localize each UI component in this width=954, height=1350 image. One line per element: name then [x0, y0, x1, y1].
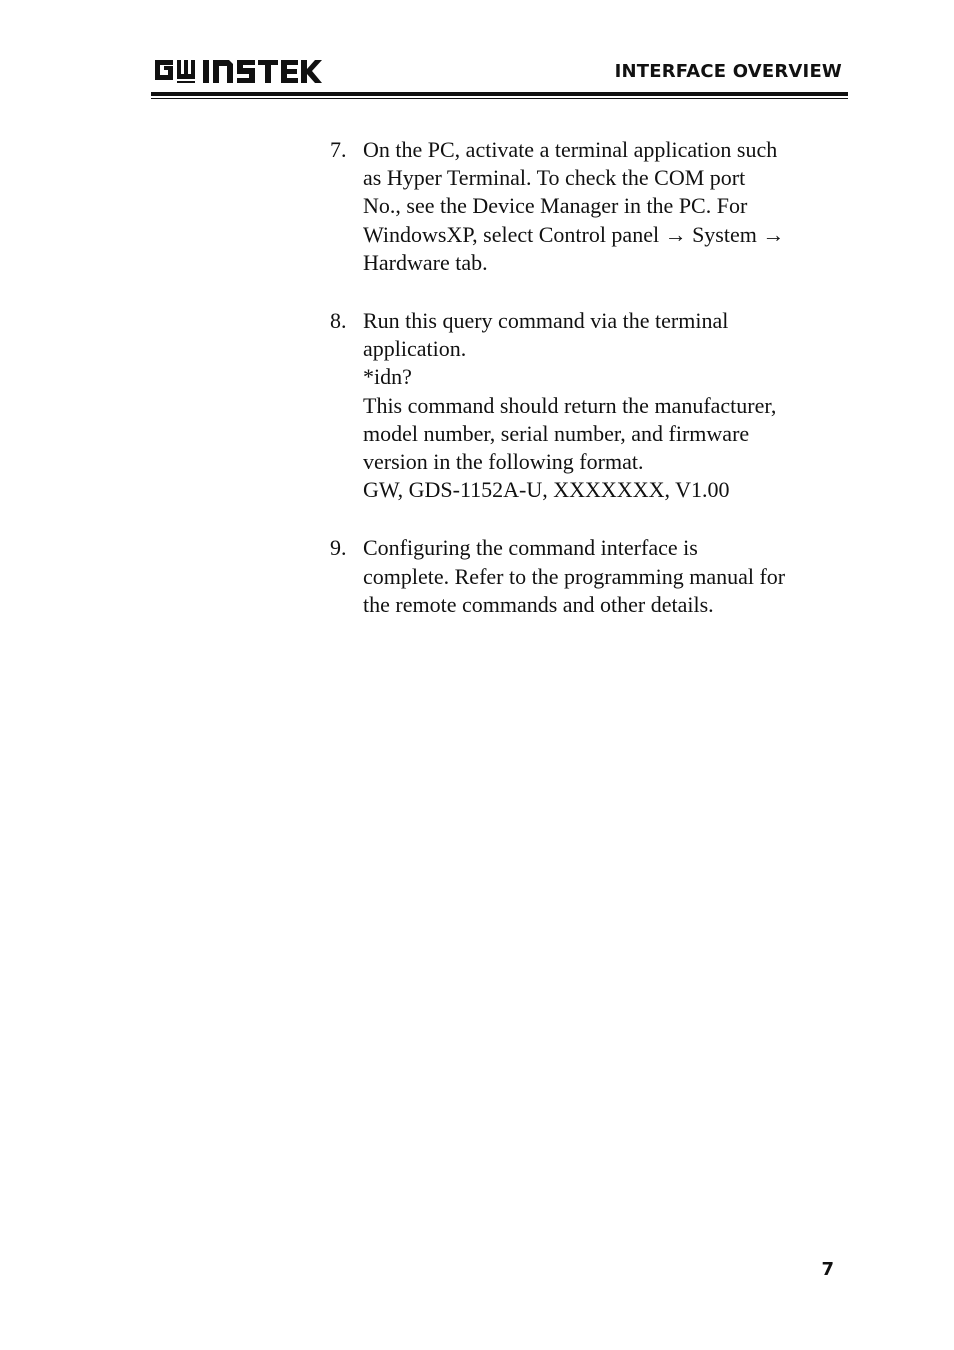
- text-line: Run this query command via the terminal: [363, 308, 729, 334]
- brand-logo: [153, 55, 323, 85]
- text-line: This command should return the manufacturer,: [363, 392, 777, 418]
- text-line: application.: [363, 336, 467, 362]
- response-format: GW, GDS-1152A-U, XXXXXXX, V1.00: [363, 477, 730, 503]
- step-text: [363, 534, 850, 619]
- text-line: Hardware tab.: [363, 249, 488, 275]
- text-line: the remote commands and other details.: [363, 591, 714, 617]
- step-number: 9.: [330, 535, 347, 561]
- text-line: complete. Refer to the programming manual for: [363, 563, 786, 589]
- text-line: On the PC, activate a terminal application such: [363, 137, 778, 162]
- section-title: INTERFACE OVERVIEW: [614, 61, 842, 82]
- step-text: [363, 136, 850, 277]
- text-line: version in the following format.: [363, 449, 644, 475]
- text-line: as Hyper Terminal. To check the COM port: [363, 165, 746, 191]
- text-line: WindowsXP, select Control panel → System →: [363, 221, 785, 247]
- step-number: 7.: [330, 137, 347, 162]
- gw-instek-logo-icon: [153, 56, 323, 84]
- instructions-content: [330, 136, 850, 649]
- step-7: [330, 136, 850, 277]
- step-number: 8.: [330, 308, 347, 334]
- step-text: [363, 307, 850, 504]
- step-8: [330, 307, 850, 504]
- text-line: Configuring the command interface is: [363, 535, 698, 561]
- header-rule-thick: [151, 92, 848, 96]
- step-9: [330, 534, 850, 619]
- page-number: 7: [821, 1259, 834, 1280]
- header-rule-thin: [151, 98, 848, 99]
- query-command: *idn?: [363, 364, 412, 390]
- text-line: model number, serial number, and firmware: [363, 420, 750, 446]
- text-line: No., see the Device Manager in the PC. For: [363, 193, 748, 219]
